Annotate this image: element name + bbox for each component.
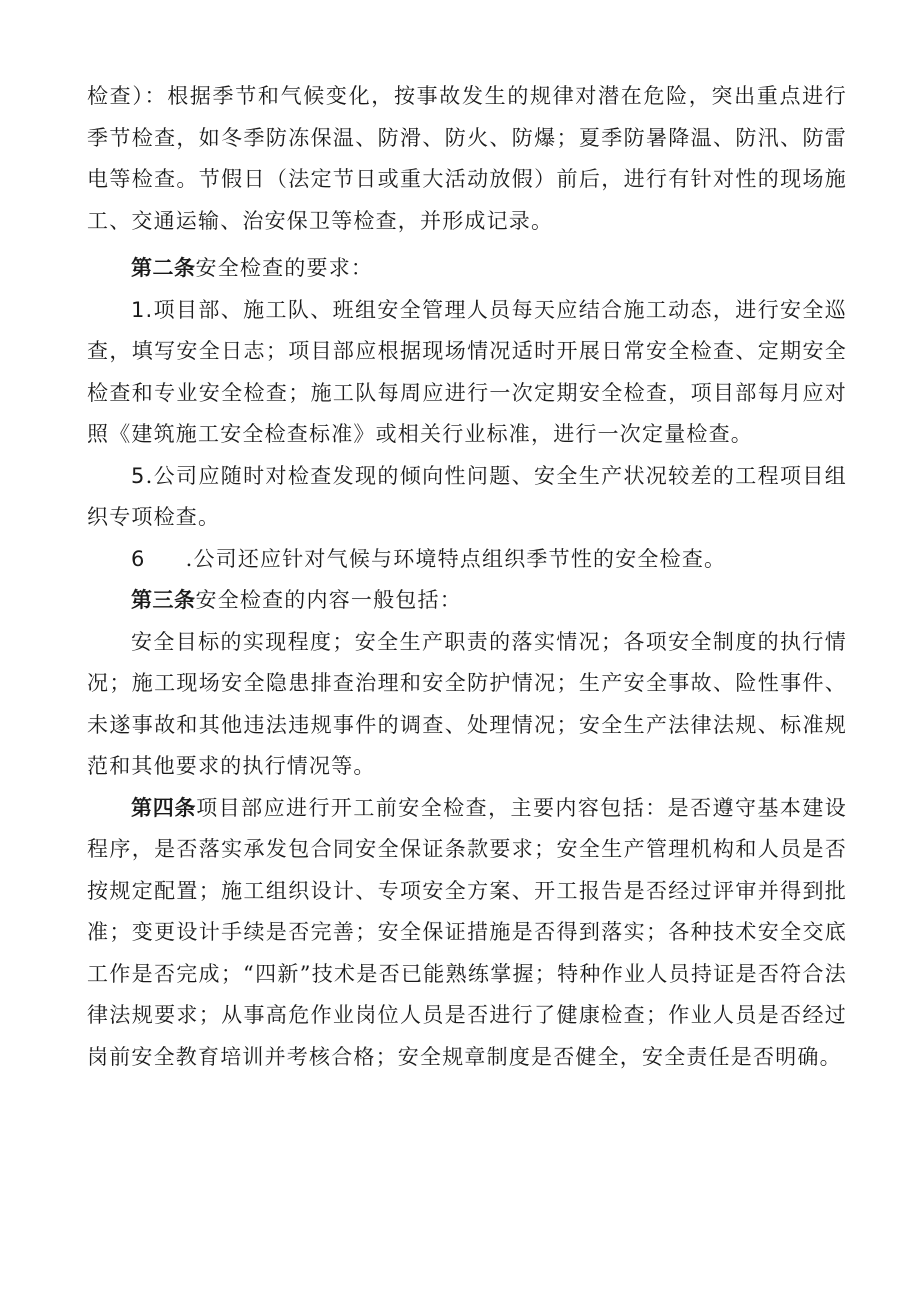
article-2-item-5 (87, 456, 847, 539)
article-4-body: 项目部应进行开工前安全检查，主要内容包括：是否遵守基本建设程序，是否落实承发包合同安全保证条款要求；安全生产管理机构和人员是否按规定配置；施工组织设计、专项安全方案、开工报告是否经过评审并得到批准；变更设计手续是否完善；安全保证措施是否得到落实；各种技术安全交底工作是否完成；“四新”技术是否已能熟练掌握；特种作业人员持证是否符合法律法规要求；从事高危作业岗位人员是否进行了健康检查；作业人员是否经过岗前安全教育培训并考核合格；安全规章制度是否健全，安全责任是否明确。 (87, 795, 847, 1069)
article-2-number: 第二条 (131, 256, 196, 280)
item-5-number: 5 (131, 463, 146, 488)
continuation-paragraph: 检查）：根据季节和气候变化，按事故发生的规律对潜在危险，突出重点进行季节检查，如冬季防冻保温、防滑、防火、防爆；夏季防暑降温、防汛、防雷电等检查。节假日（法定节日或重大活动放假）前后，进行有针对性的现场施工、交通运输、治安保卫等检查，并形成记录。 (87, 84, 847, 233)
article-3-number: 第三条 (131, 588, 196, 612)
article-2-title: 安全检查的要求： (195, 256, 374, 280)
article-3-heading (87, 580, 847, 622)
item-6-text: .公司还应针对气候与环境特点组织季节性的安全检查。 (185, 546, 727, 571)
article-3-title: 安全检查的内容一般包括： (195, 588, 462, 612)
item-1-text: 项目部、施工队、班组安全管理人员每天应结合施工动态，进行安全巡查，填写安全日志；项目部应根据现场情况适时开展日常安全检查、定期安全检查和专业安全检查；施工队每周应进行一次定期安全检查，项目部每月应对照《建筑施工安全检查标准》或相关行业标准，进行一次定量检查。 (87, 297, 847, 446)
article-2-heading (87, 248, 847, 290)
item-5-text: .公司应随时对检查发现的倾向性问题、安全生产状况较差的工程项目组织专项检查。 (87, 463, 847, 529)
article-4-paragraph (87, 788, 847, 1079)
article-4-number: 第四条 (131, 795, 197, 820)
item-6-number: 6 (131, 546, 146, 571)
article-3-body: 安全目标的实现程度；安全生产职责的落实情况；各项安全制度的执行情况；施工现场安全隐患排查治理和安全防护情况；生产安全事故、险性事件、未遂事故和其他违法违规事件的调查、处理情况；安全生产法律法规、标准规范和其他要求的执行情况等。 (87, 629, 847, 778)
article-2-item-6 (87, 539, 847, 581)
document-page (87, 76, 847, 1078)
article-2-item-1 (87, 290, 847, 456)
item-1-number: 1. (131, 297, 154, 322)
